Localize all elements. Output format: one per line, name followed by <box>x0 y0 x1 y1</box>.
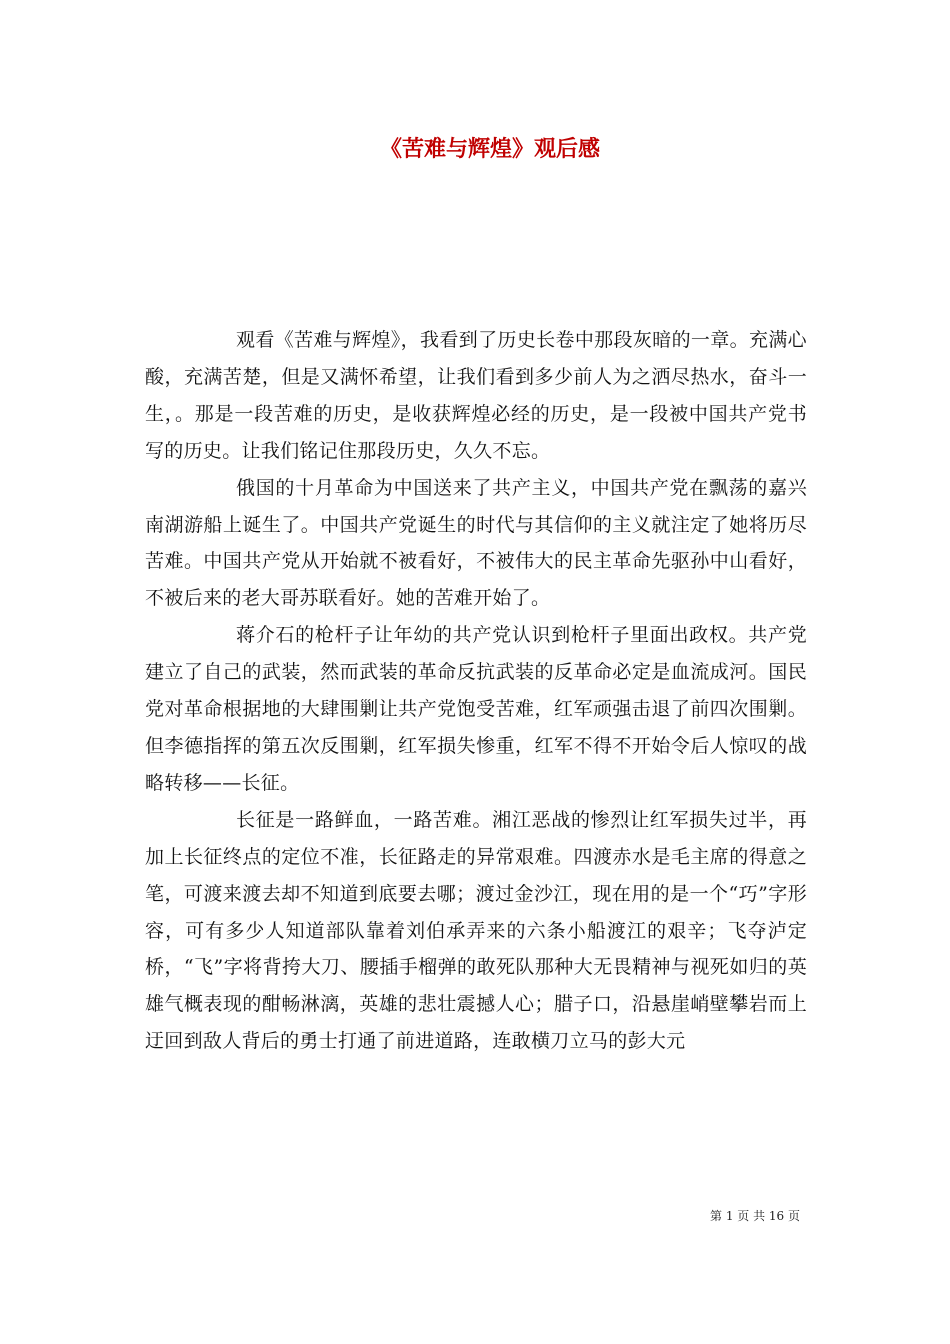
paragraph: 观看《苦难与辉煌》，我看到了历史长卷中那段灰暗的一章。充满心酸，充满苦楚，但是又满怀希望，让我们看到多少前人为之洒尽热水，奋斗一生，。那是一段苦难的历史，是收获辉煌必经的历史，是一段被中国共产党书写的历史。让我们铭记住那段历史，久久不忘。 <box>145 329 807 462</box>
page-number-footer: 第 1 页 共 16 页 <box>710 1209 800 1223</box>
document-title: 《苦难与辉煌》观后感 <box>380 136 601 162</box>
paragraph: 俄国的十月革命为中国送来了共产主义，中国共产党在飘荡的嘉兴南湖游船上诞生了。中国共产党诞生的时代与其信仰的主义就注定了她将历尽苦难。中国共产党从开始就不被看好，不被伟大的民主革命先驱孙中山看好，不被后来的老大哥苏联看好。她的苦难开始了。 <box>145 476 807 610</box>
paragraph: 长征是一路鲜血，一路苦难。湘江恶战的惨烈让红军损失过半，再加上长征终点的定位不准，长征路走的异常艰难。四渡赤水是毛主席的得意之笔，可渡来渡去却不知道到底要去哪；渡过金沙江，现在用的是一个“巧”字形容，可有多少人知道部队靠着刘伯承弄来的六条小船渡江的艰辛；飞夺泸定桥，“飞”字将背挎大刀、腰插手榴弹的敢死队那种大无畏精神与视死如归的英雄气概表现的酣畅淋漓，英雄的悲壮震撼人心；腊子口，沿悬崖峭壁攀岩而上迂回到敌人背后的勇士打通了前进道路，连敢横刀立马的彭大元 <box>145 808 807 1053</box>
document-body <box>145 322 807 1060</box>
paragraph: 蒋介石的枪杆子让年幼的共产党认识到枪杆子里面出政权。共产党建立了自己的武装，然而武装的革命反抗武装的反革命必定是血流成河。国民党对革命根据地的大肆围剿让共产党饱受苦难，红军顽强击退了前四次围剿。但李德指挥的第五次反围剿，红军损失惨重，红军不得不开始令后人惊叹的战略转移——长征。 <box>145 624 807 794</box>
